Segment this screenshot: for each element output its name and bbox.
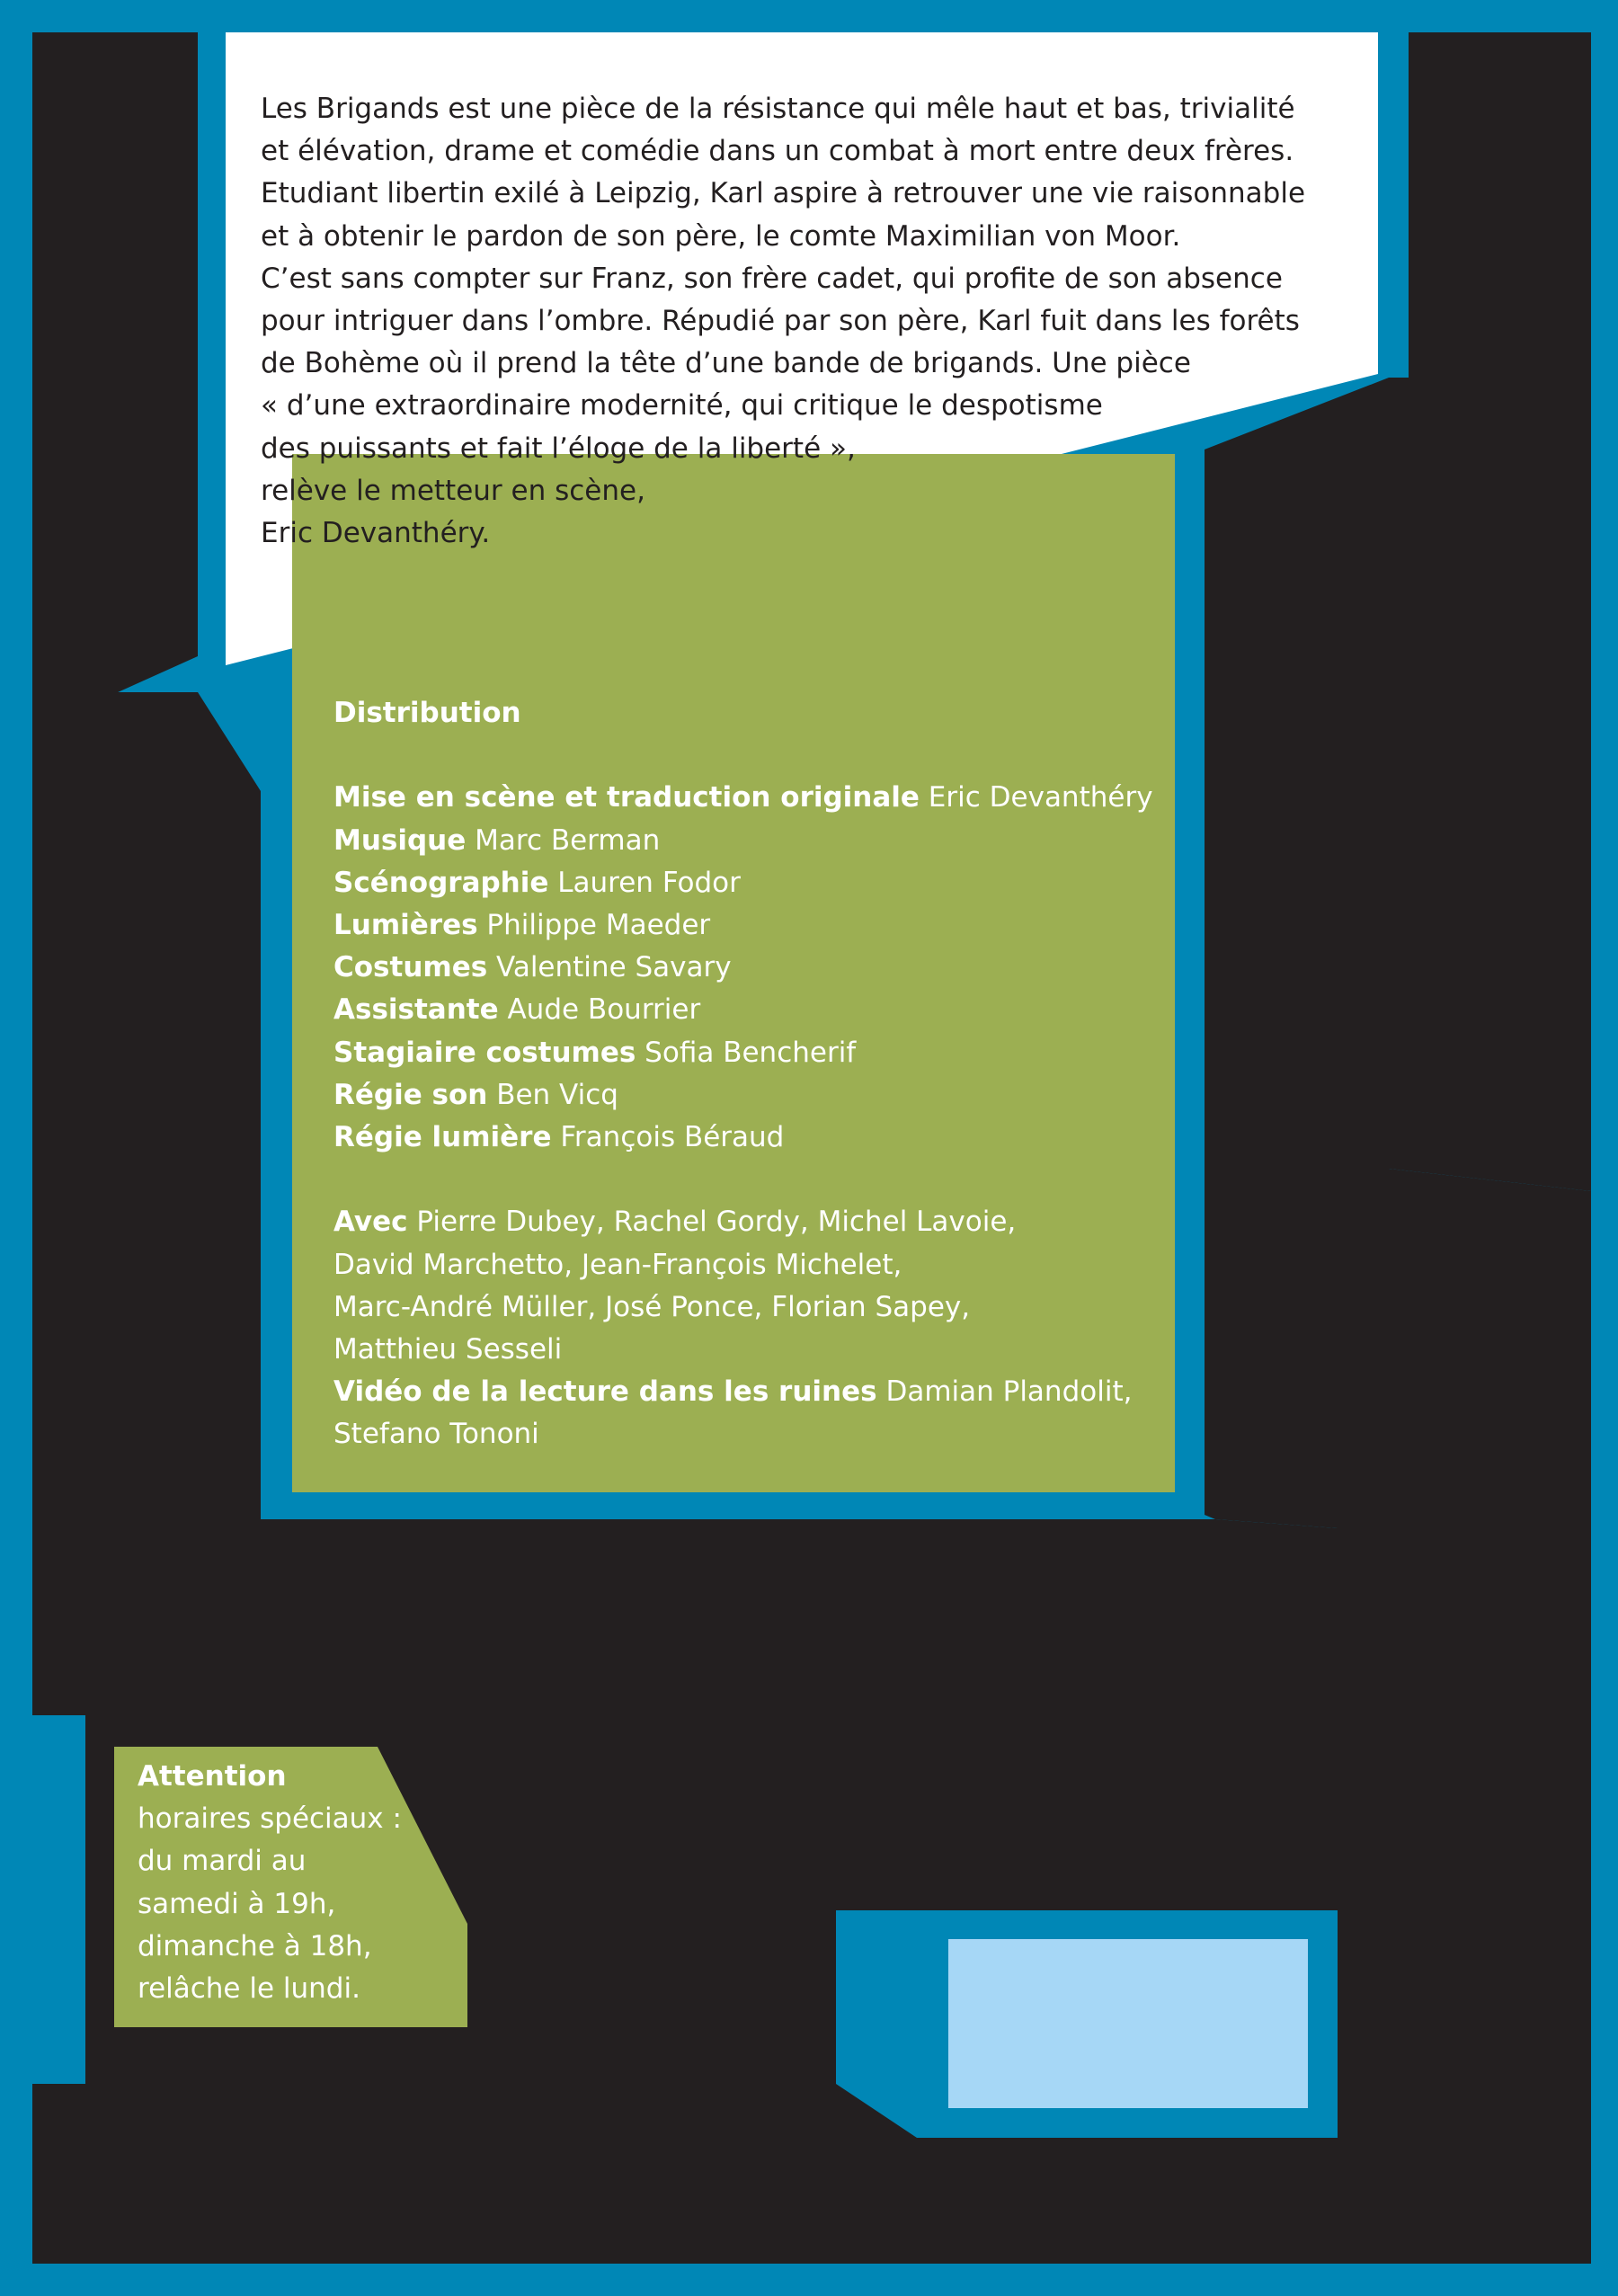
- credit-role: Scénographie: [333, 866, 549, 899]
- distribution-heading: [333, 692, 1178, 734]
- credit-line: [333, 1074, 1178, 1117]
- credit-name: Sofia Bencherif: [636, 1036, 857, 1069]
- distribution-section: [333, 692, 1178, 1456]
- credit-line: [333, 862, 1178, 904]
- credit-role: Stagiaire costumes: [333, 1036, 636, 1069]
- intro-line: et élévation, drame et comédie dans un combat à mort entre deux frères.: [261, 135, 1294, 168]
- intro-line: de Bohème où il prend la tête d’une bande de brigands. Une pièce: [261, 347, 1191, 380]
- credit-name: Lauren Fodor: [548, 866, 741, 899]
- dark-right-top-shape: [1389, 32, 1591, 1191]
- credit-line: [333, 989, 1178, 1031]
- credit-line: [333, 947, 1178, 989]
- attention-line: samedi à 19h,: [138, 1887, 336, 1920]
- intro-line: des puissants et fait l’éloge de la liberté »,: [261, 432, 856, 465]
- dark-left-top-shape: [32, 32, 198, 697]
- video-line: [333, 1371, 1178, 1413]
- video-label: Vidéo de la lecture dans les ruines: [333, 1375, 877, 1409]
- credit-role: Régie son: [333, 1078, 488, 1111]
- section-gap: [333, 734, 1178, 777]
- credit-name: Valentine Savary: [487, 951, 732, 984]
- attention-heading: [138, 1756, 443, 1798]
- credit-line: [333, 1117, 1178, 1159]
- attention-line: relâche le lundi.: [138, 1972, 360, 2006]
- credit-role: Mise en scène et traduction originale: [333, 781, 920, 814]
- credit-name: François Béraud: [551, 1121, 785, 1154]
- intro-text: [261, 88, 1348, 555]
- attention-line: dimanche à 18h,: [138, 1929, 372, 1962]
- credit-name: Marc Berman: [466, 823, 661, 857]
- cast-line: [333, 1201, 1178, 1243]
- intro-line: Etudiant libertin exilé à Leipzig, Karl aspire à retrouver une vie raisonnable: [261, 177, 1306, 210]
- light-blue-box: [948, 1939, 1308, 2108]
- section-gap: [333, 1159, 1178, 1201]
- video-line: Stefano Tononi: [333, 1418, 539, 1451]
- credit-line: [333, 1032, 1178, 1074]
- intro-line: Les Brigands est une pièce de la résistance qui mêle haut et bas, trivialité: [261, 93, 1295, 125]
- credit-role: Régie lumière: [333, 1121, 552, 1154]
- credit-role: Musique: [333, 823, 467, 857]
- credit-role: Assistante: [333, 993, 499, 1027]
- credit-name: Aude Bourrier: [498, 993, 701, 1027]
- attention-box: [138, 1756, 443, 2010]
- video-names: Damian Plandolit,: [876, 1375, 1133, 1409]
- intro-line: C’est sans compter sur Franz, son frère cadet, qui profite de son absence: [261, 262, 1283, 295]
- attention-line: horaires spéciaux :: [138, 1802, 402, 1836]
- credit-name: Philippe Maeder: [477, 909, 711, 941]
- intro-line: et à obtenir le pardon de son père, le comte Maximilian von Moor.: [261, 219, 1181, 253]
- intro-line: « d’une extraordinaire modernité, qui critique le despotisme: [261, 389, 1103, 423]
- cast-label: Avec: [333, 1206, 408, 1239]
- credit-line: [333, 820, 1178, 862]
- intro-line: relève le metteur en scène,: [261, 474, 645, 507]
- cast-line: Marc-André Müller, José Ponce, Florian Sapey,: [333, 1290, 971, 1323]
- credit-role: Lumières: [333, 909, 478, 941]
- credit-name: Ben Vicq: [487, 1078, 618, 1111]
- credit-name: Eric Devanthéry: [919, 781, 1153, 814]
- attention-heading-label: Attention: [138, 1760, 287, 1793]
- cast-line: Matthieu Sesseli: [333, 1333, 563, 1366]
- intro-line: pour intriguer dans l’ombre. Répudié par son père, Karl fuit dans les forêts: [261, 305, 1300, 338]
- cast-line: David Marchetto, Jean-François Michelet,: [333, 1248, 902, 1281]
- cast-names: Pierre Dubey, Rachel Gordy, Michel Lavoie,: [407, 1206, 1017, 1239]
- credit-role: Costumes: [333, 951, 488, 984]
- distribution-heading-label: Distribution: [333, 697, 521, 729]
- intro-line: Eric Devanthéry.: [261, 517, 491, 550]
- credit-line: [333, 904, 1178, 947]
- attention-line: du mardi au: [138, 1845, 307, 1878]
- credit-line: [333, 777, 1178, 819]
